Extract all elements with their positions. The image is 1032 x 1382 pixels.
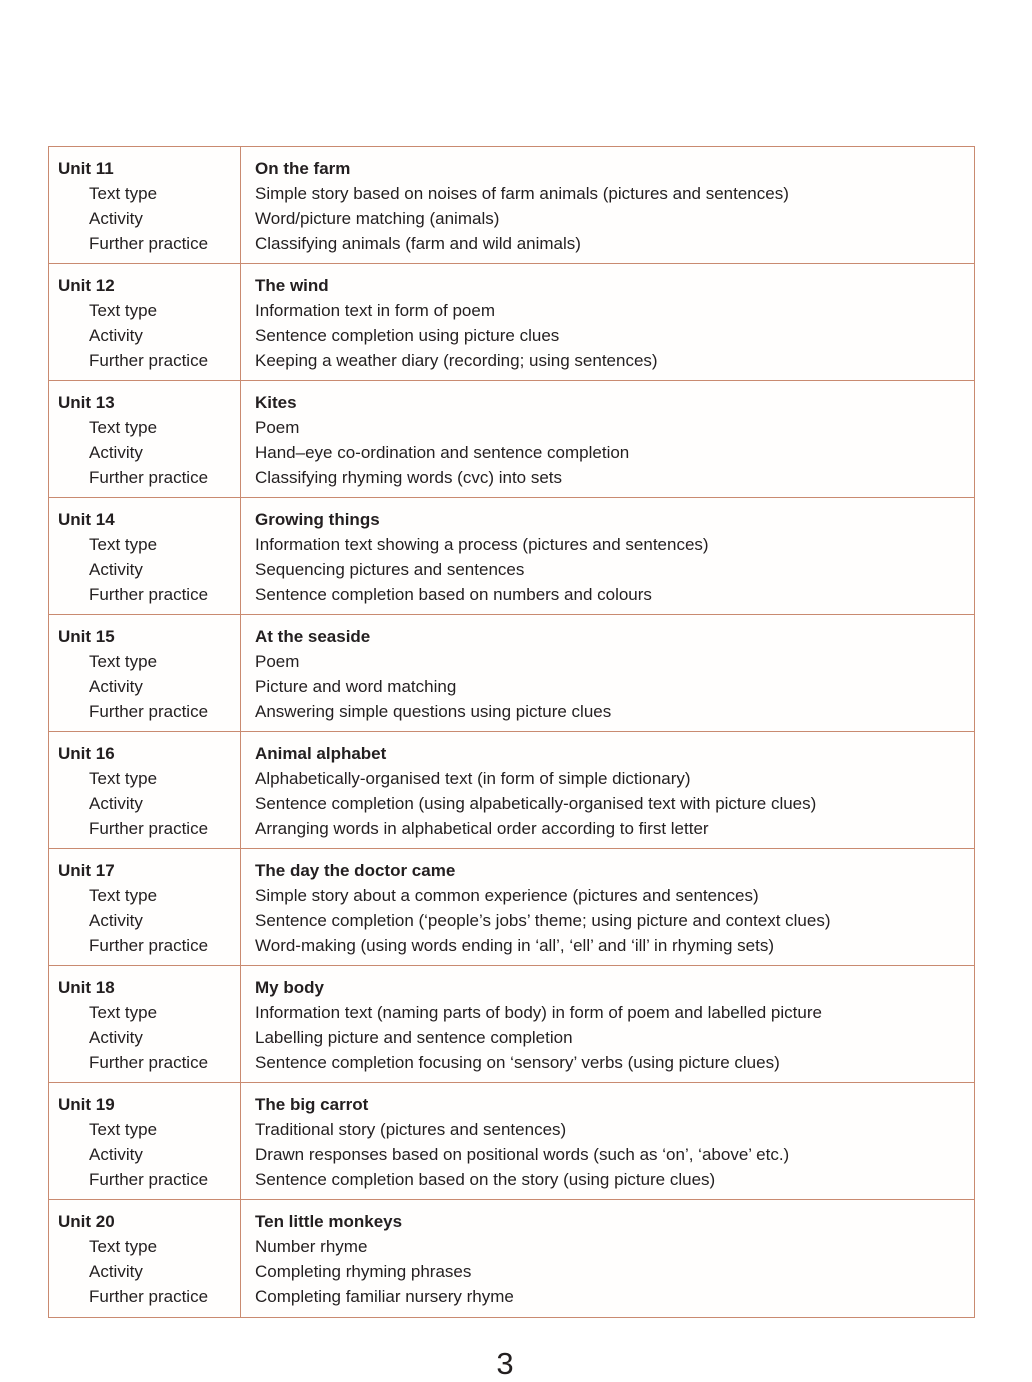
unit-number: Unit 11 bbox=[58, 159, 114, 178]
unit-row-12-labels bbox=[49, 264, 241, 380]
unit-row-13 bbox=[49, 381, 974, 498]
unit-text-type: Simple story based on noises of farm animals (pictures and sentences) bbox=[255, 184, 789, 203]
unit-topic: Kites bbox=[255, 393, 297, 412]
unit-row-15-details bbox=[241, 615, 974, 731]
unit-activity: Sentence completion (‘people’s jobs’ theme; using picture and context clues) bbox=[255, 911, 831, 930]
row-label-activity: Activity bbox=[89, 677, 143, 696]
unit-activity: Sentence completion (using alpabetically-organised text with picture clues) bbox=[255, 794, 817, 813]
unit-further-practice: Classifying animals (farm and wild animals) bbox=[255, 234, 581, 253]
row-label-further-practice: Further practice bbox=[89, 702, 209, 721]
row-label-further-practice: Further practice bbox=[89, 936, 209, 955]
row-label-further-practice: Further practice bbox=[89, 585, 209, 604]
row-label-activity: Activity bbox=[89, 560, 143, 579]
unit-activity: Sequencing pictures and sentences bbox=[255, 560, 525, 579]
unit-text-type: Poem bbox=[255, 418, 300, 437]
unit-further-practice: Classifying rhyming words (cvc) into sets bbox=[255, 468, 563, 487]
row-label-activity: Activity bbox=[89, 1262, 143, 1281]
unit-further-practice: Word-making (using words ending in ‘all’, ‘ell’ and ‘ill’ in rhyming sets) bbox=[255, 936, 775, 955]
row-label-activity: Activity bbox=[89, 1145, 143, 1164]
unit-text-type: Information text showing a process (pictures and sentences) bbox=[255, 535, 709, 554]
row-label-further-practice: Further practice bbox=[89, 468, 209, 487]
unit-row-16 bbox=[49, 732, 974, 849]
unit-row-19-details bbox=[241, 1083, 974, 1199]
unit-activity: Drawn responses based on positional words (such as ‘on’, ‘above’ etc.) bbox=[255, 1145, 790, 1164]
unit-number: Unit 20 bbox=[58, 1212, 115, 1231]
unit-row-20-labels bbox=[49, 1200, 241, 1317]
row-label-further-practice: Further practice bbox=[89, 234, 209, 253]
unit-text-type: Poem bbox=[255, 652, 300, 671]
unit-topic: The wind bbox=[255, 276, 329, 295]
unit-row-15 bbox=[49, 615, 974, 732]
row-label-activity: Activity bbox=[89, 1028, 143, 1047]
unit-text-type: Alphabetically-organised text (in form of simple dictionary) bbox=[255, 769, 691, 788]
units-table bbox=[48, 146, 975, 1318]
unit-topic: Animal alphabet bbox=[255, 744, 387, 763]
unit-number: Unit 14 bbox=[58, 510, 115, 529]
row-label-text-type: Text type bbox=[89, 1120, 158, 1139]
row-label-further-practice: Further practice bbox=[89, 819, 209, 838]
unit-number: Unit 15 bbox=[58, 627, 115, 646]
unit-number: Unit 16 bbox=[58, 744, 115, 763]
unit-further-practice: Arranging words in alphabetical order according to first letter bbox=[255, 819, 709, 838]
row-label-text-type: Text type bbox=[89, 418, 158, 437]
unit-row-18-labels bbox=[49, 966, 241, 1082]
unit-row-18-details bbox=[241, 966, 974, 1082]
unit-row-11-labels bbox=[49, 147, 241, 263]
unit-topic: Growing things bbox=[255, 510, 380, 529]
row-label-activity: Activity bbox=[89, 326, 143, 345]
unit-number: Unit 13 bbox=[58, 393, 115, 412]
unit-row-17-details bbox=[241, 849, 974, 965]
unit-row-12-details bbox=[241, 264, 974, 380]
unit-activity: Completing rhyming phrases bbox=[255, 1262, 472, 1281]
unit-row-14 bbox=[49, 498, 974, 615]
unit-text-type: Number rhyme bbox=[255, 1237, 368, 1256]
unit-number: Unit 19 bbox=[58, 1095, 115, 1114]
row-label-further-practice: Further practice bbox=[89, 1053, 209, 1072]
row-label-text-type: Text type bbox=[89, 886, 158, 905]
page-number: 3 bbox=[496, 1346, 514, 1381]
row-label-activity: Activity bbox=[89, 443, 143, 462]
unit-text-type: Traditional story (pictures and sentences) bbox=[255, 1120, 567, 1139]
row-label-text-type: Text type bbox=[89, 1237, 158, 1256]
unit-activity: Word/picture matching (animals) bbox=[255, 209, 500, 228]
unit-row-11-details bbox=[241, 147, 974, 263]
unit-row-20 bbox=[49, 1200, 974, 1317]
unit-further-practice: Completing familiar nursery rhyme bbox=[255, 1287, 514, 1306]
unit-activity: Hand–eye co-ordination and sentence completion bbox=[255, 443, 630, 462]
row-label-activity: Activity bbox=[89, 209, 143, 228]
unit-row-19 bbox=[49, 1083, 974, 1200]
unit-row-14-details bbox=[241, 498, 974, 614]
row-label-text-type: Text type bbox=[89, 535, 158, 554]
unit-topic: At the seaside bbox=[255, 627, 371, 646]
unit-number: Unit 17 bbox=[58, 861, 115, 880]
unit-row-13-details bbox=[241, 381, 974, 497]
unit-row-18 bbox=[49, 966, 974, 1083]
unit-number: Unit 12 bbox=[58, 276, 115, 295]
unit-row-17 bbox=[49, 849, 974, 966]
unit-row-17-labels bbox=[49, 849, 241, 965]
unit-row-20-details bbox=[241, 1200, 974, 1317]
unit-further-practice: Sentence completion based on the story (using picture clues) bbox=[255, 1170, 716, 1189]
unit-further-practice: Sentence completion based on numbers and colours bbox=[255, 585, 652, 604]
unit-further-practice: Answering simple questions using picture clues bbox=[255, 702, 612, 721]
unit-topic: Ten little monkeys bbox=[255, 1212, 403, 1231]
unit-text-type: Simple story about a common experience (pictures and sentences) bbox=[255, 886, 759, 905]
unit-text-type: Information text (naming parts of body) in form of poem and labelled picture bbox=[255, 1003, 822, 1022]
unit-row-11 bbox=[49, 147, 974, 264]
row-label-text-type: Text type bbox=[89, 1003, 158, 1022]
row-label-further-practice: Further practice bbox=[89, 1170, 209, 1189]
unit-row-13-labels bbox=[49, 381, 241, 497]
unit-row-16-details bbox=[241, 732, 974, 848]
row-label-activity: Activity bbox=[89, 911, 143, 930]
unit-further-practice: Sentence completion focusing on ‘sensory’ verbs (using picture clues) bbox=[255, 1053, 780, 1072]
unit-text-type: Information text in form of poem bbox=[255, 301, 495, 320]
row-label-further-practice: Further practice bbox=[89, 351, 209, 370]
unit-row-15-labels bbox=[49, 615, 241, 731]
unit-topic: My body bbox=[255, 978, 324, 997]
unit-activity: Picture and word matching bbox=[255, 677, 457, 696]
unit-activity: Sentence completion using picture clues bbox=[255, 326, 560, 345]
unit-row-12 bbox=[49, 264, 974, 381]
row-label-text-type: Text type bbox=[89, 769, 158, 788]
unit-topic: The day the doctor came bbox=[255, 861, 456, 880]
row-label-text-type: Text type bbox=[89, 652, 158, 671]
unit-row-14-labels bbox=[49, 498, 241, 614]
unit-row-16-labels bbox=[49, 732, 241, 848]
unit-activity: Labelling picture and sentence completion bbox=[255, 1028, 573, 1047]
row-label-activity: Activity bbox=[89, 794, 143, 813]
unit-topic: The big carrot bbox=[255, 1095, 369, 1114]
unit-row-19-labels bbox=[49, 1083, 241, 1199]
row-label-further-practice: Further practice bbox=[89, 1287, 209, 1306]
row-label-text-type: Text type bbox=[89, 301, 158, 320]
row-label-text-type: Text type bbox=[89, 184, 158, 203]
unit-further-practice: Keeping a weather diary (recording; using sentences) bbox=[255, 351, 658, 370]
unit-number: Unit 18 bbox=[58, 978, 115, 997]
unit-topic: On the farm bbox=[255, 159, 351, 178]
